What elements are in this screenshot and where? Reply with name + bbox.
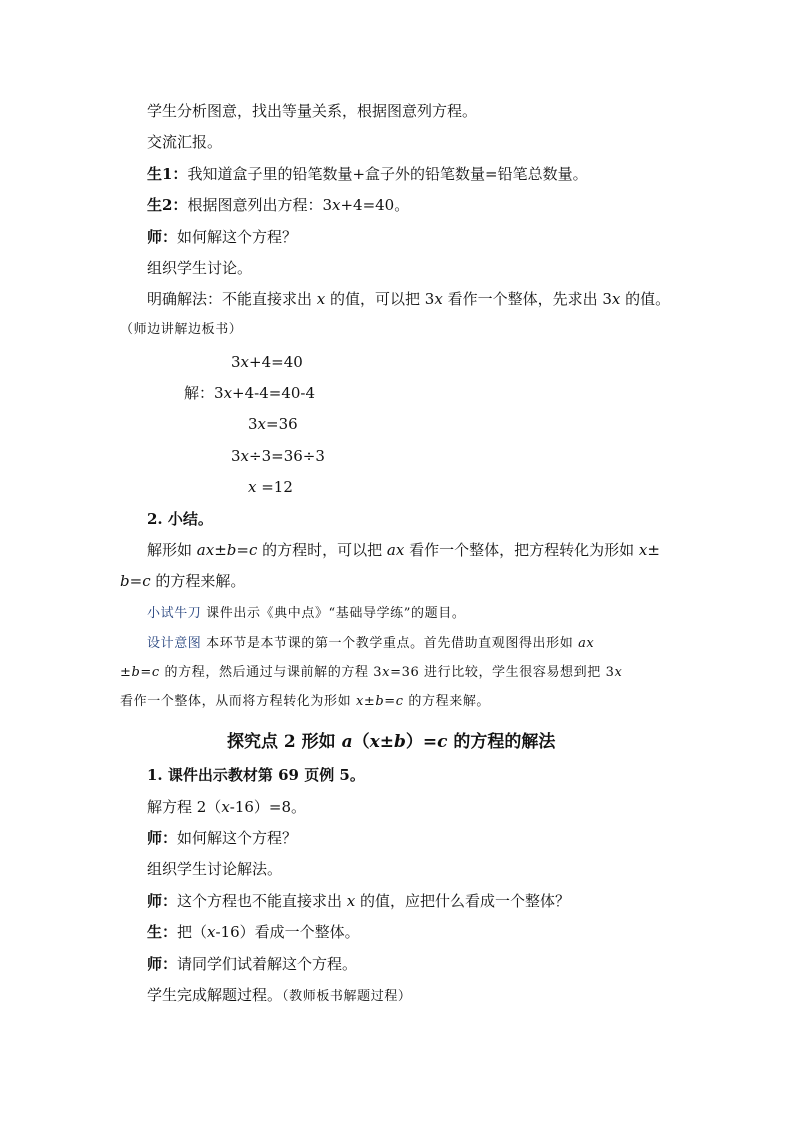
text: 3 xyxy=(231,447,241,465)
try-it-tag: 小试牛刀 xyxy=(147,606,202,621)
variable: x xyxy=(434,290,443,308)
equation-line-1 xyxy=(231,351,303,373)
speech-text: 根据图意列出方程：3 xyxy=(187,196,332,214)
text: 的方程来解。 xyxy=(403,694,491,709)
text: ± xyxy=(379,732,394,752)
speech-text: +4=40。 xyxy=(340,196,410,214)
text: ）= xyxy=(405,732,438,752)
variable: x xyxy=(240,353,250,371)
variable: x xyxy=(382,665,391,680)
variable: c xyxy=(142,572,151,590)
equation-line-3 xyxy=(248,413,298,435)
variable: b xyxy=(120,572,130,590)
speech-text: 的值，应把什么看成一个整体？ xyxy=(355,892,571,910)
text: = xyxy=(236,541,249,559)
summary-line-1 xyxy=(147,539,660,561)
variable: c xyxy=(437,732,448,752)
teacher-line xyxy=(147,827,297,849)
solve-equation-line xyxy=(147,796,306,818)
text: =36 xyxy=(266,415,298,433)
text: 的值。 xyxy=(620,290,671,308)
student2-line xyxy=(147,194,409,216)
variable: c xyxy=(395,694,404,709)
paragraph-discuss: 组织学生讨论。 xyxy=(147,259,253,277)
text: 探究点 2 形如 xyxy=(227,732,342,752)
variable: a xyxy=(341,732,353,752)
text: -16）=8。 xyxy=(229,798,307,816)
design-intent-tag: 设计意图 xyxy=(147,636,202,651)
text: = xyxy=(140,665,152,680)
variable: c xyxy=(248,541,258,559)
text: 的方程来解。 xyxy=(150,572,246,590)
variable: x xyxy=(257,415,267,433)
equation-line-2 xyxy=(184,382,315,404)
variable: x xyxy=(248,478,257,496)
text: 的值，可以把 3 xyxy=(325,290,435,308)
try-it-line xyxy=(147,603,465,625)
board-note: （教师板书解题过程） xyxy=(282,989,412,1004)
section-heading xyxy=(227,731,555,753)
variable: x xyxy=(331,196,341,214)
text: ± xyxy=(363,694,376,709)
variable: b xyxy=(226,541,237,559)
speech-text: -16）看成一个整体。 xyxy=(215,923,360,941)
variable: b xyxy=(375,694,385,709)
text: ± xyxy=(214,541,227,559)
text: ± xyxy=(120,665,132,680)
variable: c xyxy=(151,665,160,680)
paragraph-method xyxy=(147,288,670,310)
variable: x xyxy=(207,923,216,941)
variable: x xyxy=(316,290,326,308)
speech-text: 这个方程也不能直接求出 xyxy=(177,892,347,910)
paragraph-discuss-method: 组织学生讨论解法。 xyxy=(147,860,283,878)
board-note: （师边讲解边板书） xyxy=(120,322,243,337)
text: = xyxy=(129,572,143,590)
text: +4-4=40-4 xyxy=(232,384,316,402)
speaker-label: 师： xyxy=(147,955,178,973)
equation-line-4 xyxy=(231,445,325,467)
variable: ax xyxy=(578,636,595,651)
variable: x xyxy=(638,541,648,559)
design-line-3 xyxy=(120,691,490,713)
text: = xyxy=(384,694,396,709)
variable: x xyxy=(369,732,380,752)
text: 解形如 xyxy=(147,541,197,559)
equation-line-5 xyxy=(248,476,293,498)
text: 的方程，然后通过与课前解的方程 3 xyxy=(159,665,383,680)
speech-text: 请同学们试着解这个方程。 xyxy=(177,955,358,973)
summary-heading: 2. 小结。 xyxy=(147,510,213,528)
paragraph-report: 交流汇报。 xyxy=(147,133,223,151)
text: 本环节是本节课的第一个教学重点。首先借助直观图得出形如 xyxy=(201,636,579,651)
text: 学生完成解题过程。 xyxy=(147,986,283,1004)
variable: ax xyxy=(196,541,215,559)
variable: x xyxy=(240,447,250,465)
solution-label: 解： xyxy=(184,384,215,402)
speaker-label: 生1： xyxy=(147,165,188,183)
speaker-label: 师： xyxy=(147,228,178,246)
text: 3 xyxy=(214,384,224,402)
variable: x xyxy=(614,665,623,680)
text: 3 xyxy=(248,415,258,433)
variable: b xyxy=(131,665,141,680)
speech-text: 把（ xyxy=(177,923,208,941)
variable: x xyxy=(346,892,356,910)
variable: x xyxy=(611,290,621,308)
teacher-line xyxy=(147,890,570,912)
student-line xyxy=(147,921,360,943)
student1-line xyxy=(147,163,588,185)
speech-text: 如何解这个方程？ xyxy=(177,228,298,246)
variable: x xyxy=(355,694,364,709)
speaker-label: 师： xyxy=(147,892,178,910)
teacher-line xyxy=(147,953,357,975)
summary-line-2 xyxy=(120,570,245,592)
text: 3 xyxy=(231,353,241,371)
text: 的方程的解法 xyxy=(447,732,556,752)
variable: x xyxy=(223,384,233,402)
speaker-label: 生2： xyxy=(147,196,188,214)
teacher-line xyxy=(147,226,297,248)
text: ± xyxy=(647,541,660,559)
text: 看作一个整体，先求出 3 xyxy=(442,290,612,308)
text: ÷3=36÷3 xyxy=(249,447,325,465)
text: （ xyxy=(352,732,370,752)
text: +4=40 xyxy=(249,353,303,371)
paragraph-complete xyxy=(147,984,412,1008)
text: 课件出示《典中点》“基础导学练”的题目。 xyxy=(201,606,466,621)
speech-text: 我知道盒子里的铅笔数量+盒子外的铅笔数量=铅笔总数量。 xyxy=(187,165,588,183)
text: 看作一个整体，从而将方程转化为形如 xyxy=(120,694,356,709)
variable: x xyxy=(221,798,230,816)
design-line-1 xyxy=(147,633,594,655)
speaker-label: 师： xyxy=(147,829,178,847)
paragraph-analyze: 学生分析图意，找出等量关系，根据图意列方程。 xyxy=(147,102,478,120)
example-heading: 1. 课件出示教材第 69 页例 5。 xyxy=(147,766,365,784)
speaker-label: 生： xyxy=(147,923,178,941)
variable: ax xyxy=(386,541,405,559)
text: =36 进行比较，学生很容易想到把 3 xyxy=(390,665,615,680)
text: 解方程 2（ xyxy=(147,798,222,816)
text: =12 xyxy=(256,478,293,496)
speech-text: 如何解这个方程？ xyxy=(177,829,298,847)
text: 的方程时，可以把 xyxy=(257,541,387,559)
variable: b xyxy=(394,732,406,752)
text: 明确解法：不能直接求出 xyxy=(147,290,317,308)
design-line-2 xyxy=(120,662,622,684)
text: 看作一个整体，把方程转化为形如 xyxy=(404,541,639,559)
